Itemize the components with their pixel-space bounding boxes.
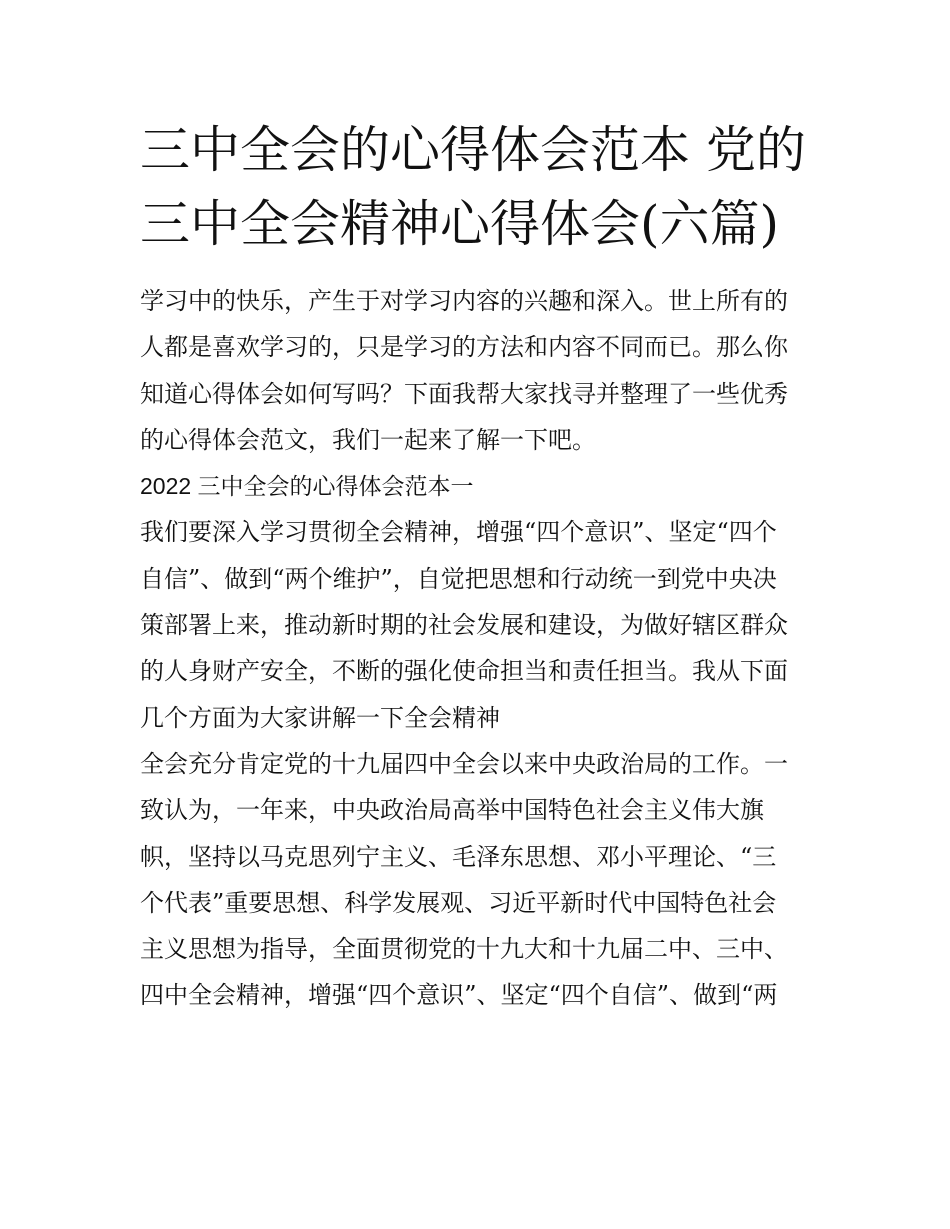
body-line: 全会充分肯定党的十九届四中全会以来中央政治局的工作。一 — [140, 749, 788, 778]
section-heading: 2022 三中全会的心得体会范本一 — [140, 473, 474, 500]
body-line: 个代表”重要思想、科学发展观、习近平新时代中国特色社会 — [140, 888, 777, 917]
document-body — [140, 278, 830, 1019]
body-line: 四中全会精神，增强“四个意识”、坚定“四个自信”、做到“两 — [140, 981, 778, 1010]
body-line: 我们要深入学习贯彻全会精神，增强“四个意识”、坚定“四个 — [140, 518, 777, 547]
body-line: 学习中的快乐，产生于对学习内容的兴趣和深入。世上所有的 — [140, 287, 788, 315]
body-line: 几个方面为大家讲解一下全会精神 — [140, 703, 500, 732]
body-line: 人都是喜欢学习的，只是学习的方法和内容不同而已。那么你 — [140, 333, 788, 362]
body-line: 知道心得体会如何写吗？下面我帮大家找寻并整理了一些优秀 — [140, 379, 788, 408]
body-line: 自信”、做到“两个维护”，自觉把思想和行动统一到党中央决 — [140, 564, 777, 593]
body-line: 致认为，一年来，中央政治局高举中国特色社会主义伟大旗 — [140, 796, 764, 825]
document-title — [140, 113, 830, 261]
title-line-2: 三中全会精神心得体会(六篇) — [140, 195, 780, 253]
body-line: 帜，坚持以马克思列宁主义、毛泽东思想、邓小平理论、“三 — [140, 842, 777, 871]
body-line: 的人身财产安全，不断的强化使命担当和责任担当。我从下面 — [140, 657, 788, 686]
body-line: 主义思想为指导，全面贯彻党的十九大和十九届二中、三中、 — [140, 935, 788, 964]
body-line: 策部署上来，推动新时期的社会发展和建设，为做好辖区群众 — [140, 611, 788, 640]
title-line-1: 三中全会的心得体会范本 党的 — [140, 121, 806, 179]
body-line: 的心得体会范文，我们一起来了解一下吧。 — [140, 425, 596, 454]
